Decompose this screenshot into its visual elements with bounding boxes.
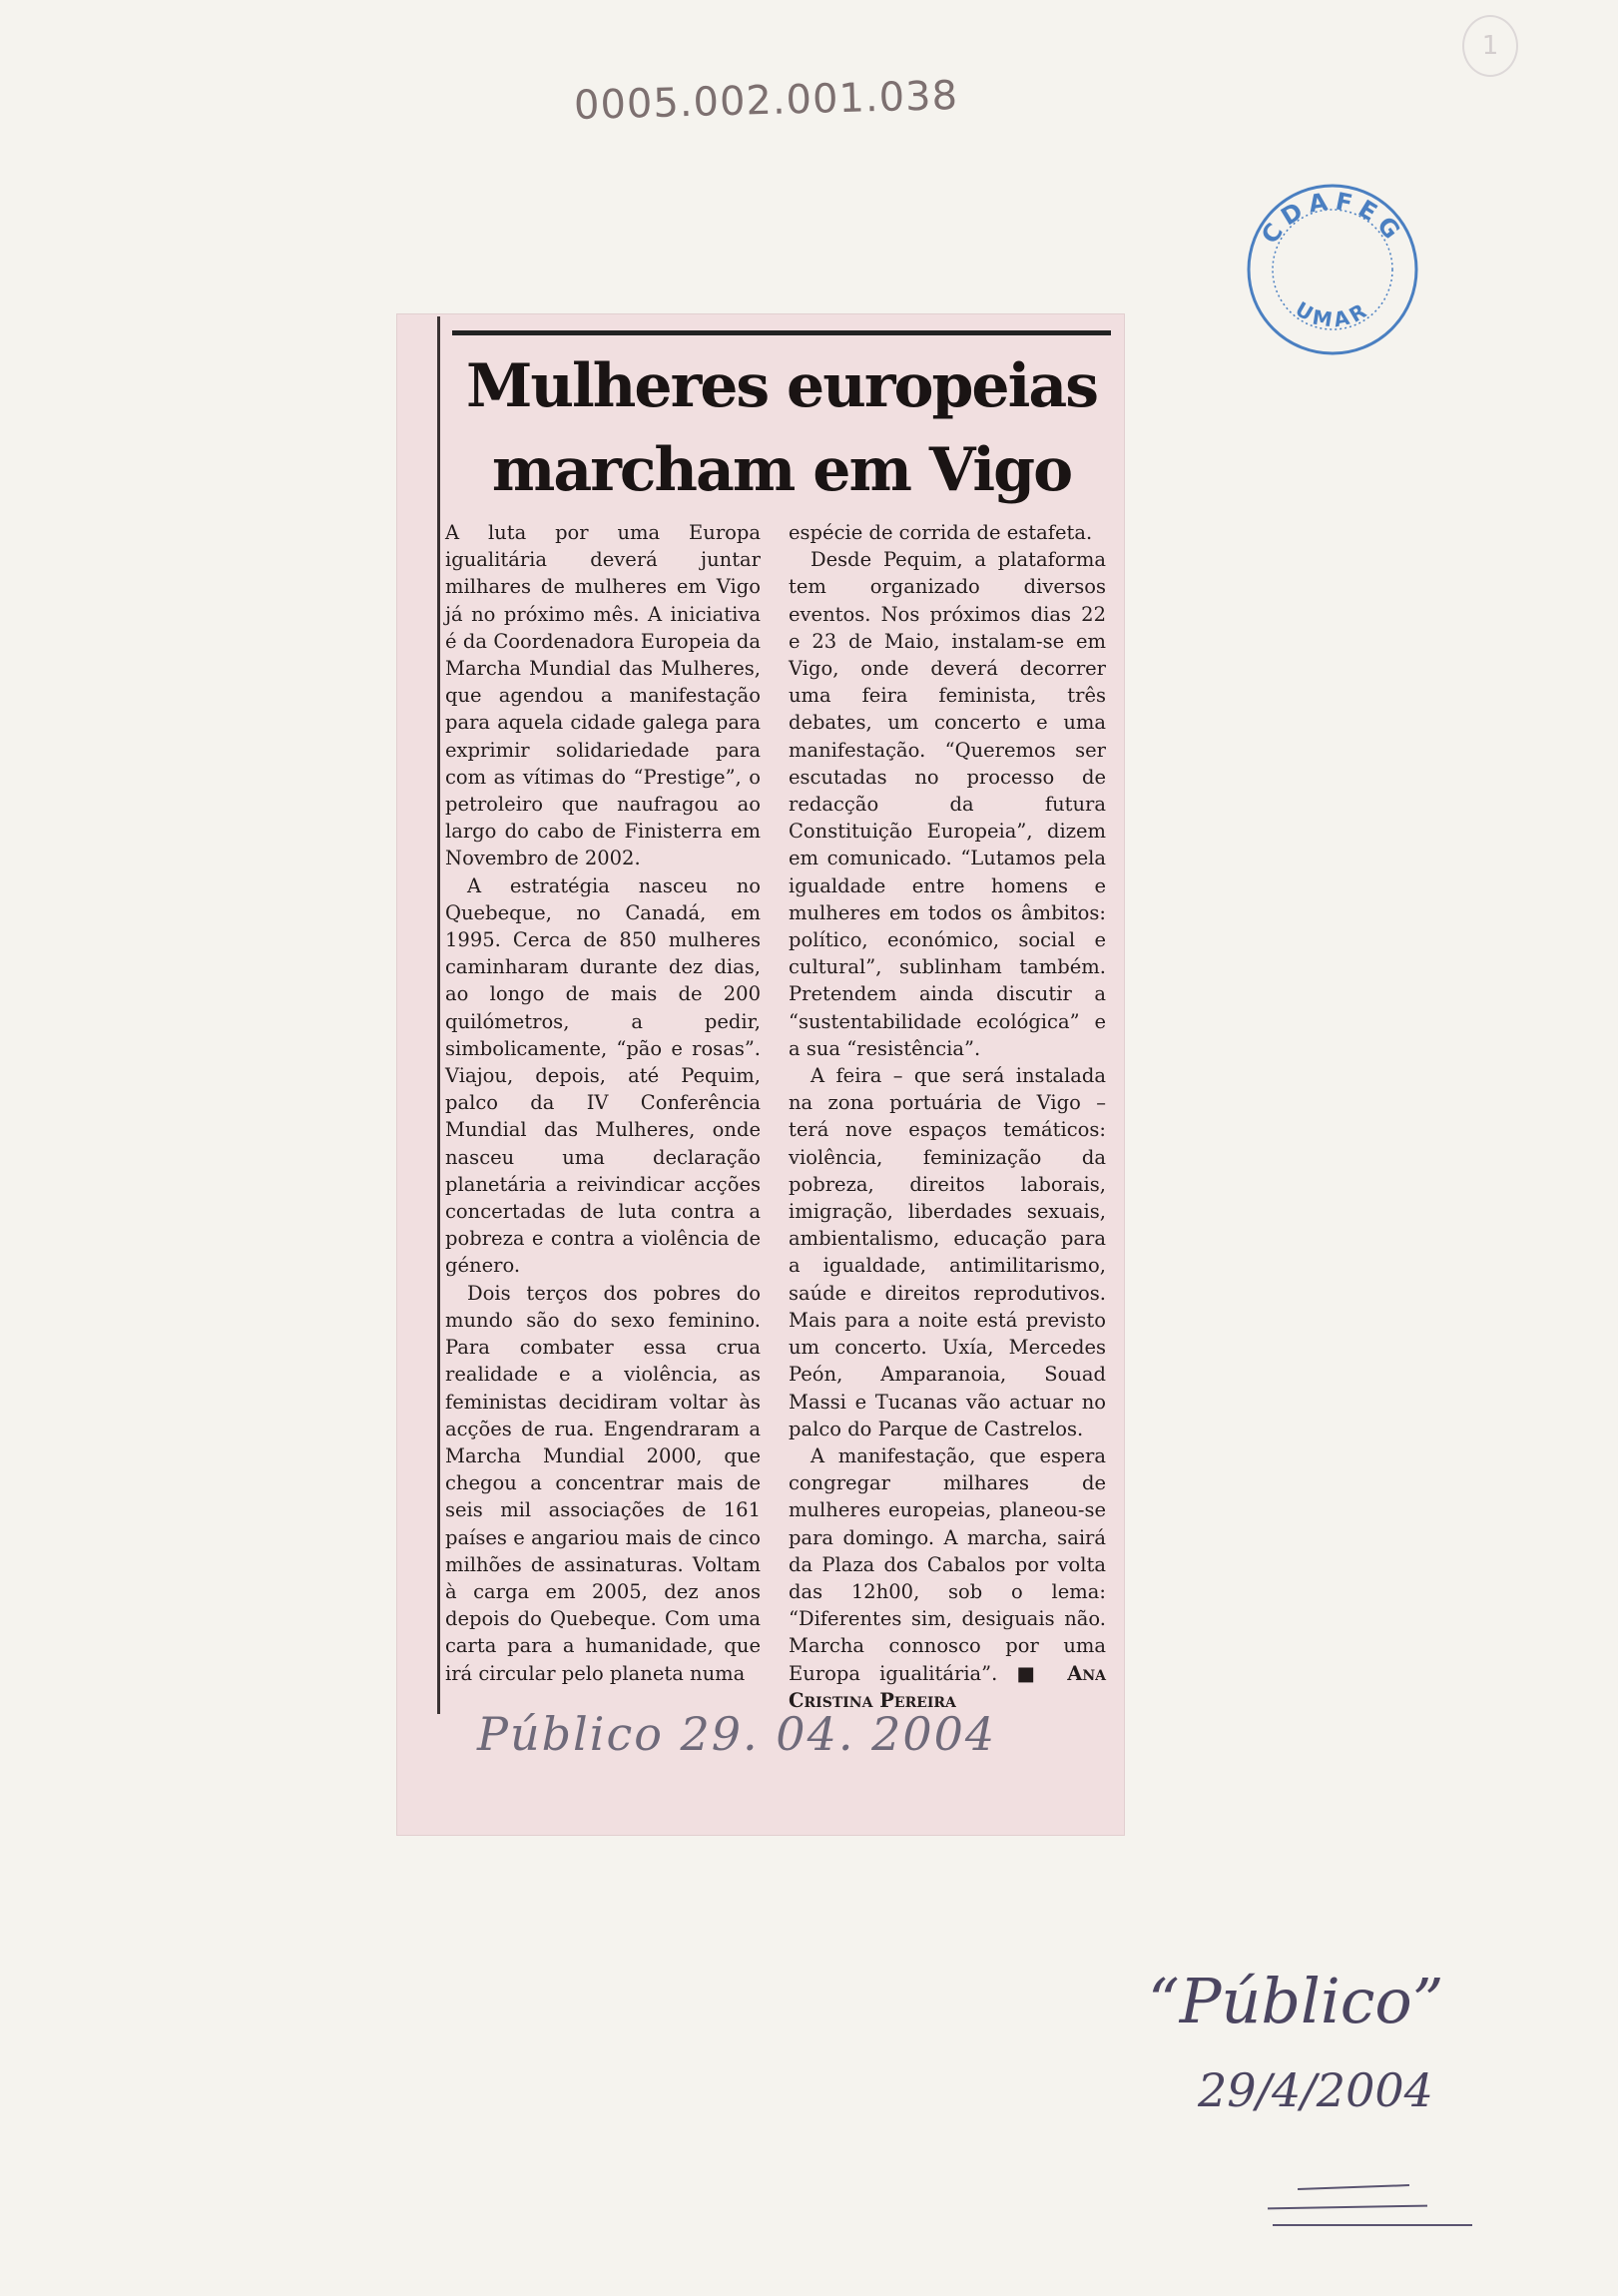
article-paragraph: Dois terços dos pobres do mundo são do sexo feminino. Para combater essa crua realidade e a violência, as feministas decidiram voltar às acções de rua. Engendraram a Marcha Mundial 2000, que chegou a concentrar mais de seis mil associações de 161 países e angariou mais de cinco milhões de assinaturas. Voltam à carga em 2005, dez anos depois do Quebeque. Com uma carta para a humanidade, que irá circular pelo planeta numa bbox=[445, 1281, 761, 1685]
handwritten-underline bbox=[1298, 2184, 1409, 2190]
stamp-bottom-text: UMAR bbox=[1291, 296, 1374, 332]
article-byline: Ana Cristina Pereira bbox=[789, 1661, 1106, 1712]
source-name: “Público” bbox=[1148, 1965, 1444, 2037]
handwritten-source-note bbox=[1148, 1962, 1443, 2125]
handwritten-underline bbox=[1273, 2224, 1472, 2226]
article-paragraph-last bbox=[789, 1442, 1106, 1714]
library-stamp bbox=[1243, 180, 1422, 359]
newspaper-clipping bbox=[397, 314, 1124, 1835]
article-column-1 bbox=[445, 519, 761, 1687]
article-paragraph-text: A manifestação, que espera congregar milhares de mulheres europeias, planeou-se para domingo. A marcha, sairá da Plaza dos Cabalos por volta das 12h00, sob o lema: “Diferentes sim, desiguais não. Marcha connosco por uma Europa igualitária”. bbox=[789, 1443, 1106, 1685]
handwritten-underline bbox=[1268, 2205, 1427, 2210]
stamp-top-text: CDAFEG bbox=[1256, 187, 1409, 250]
source-date: 29/4/2004 bbox=[1198, 2063, 1433, 2117]
page-number-circle: 1 bbox=[1462, 15, 1518, 77]
article-column-2 bbox=[789, 519, 1106, 1714]
clipping-handwritten-source: Público 29. 04. 2004 bbox=[477, 1707, 997, 1761]
article-paragraph: A luta por uma Europa igualitária deverá juntar milhares de mulheres em Vigo já no próximo mês. A iniciativa é da Coordenadora Europeia da Marcha Mundial das Mulheres, que agendou a manifestação para aquela cidade galega para exprimir solidariedade para com as vítimas do “Prestige”, o petroleiro que naufragou ao largo do cabo de Finisterra em Novembro de 2002. bbox=[445, 521, 761, 870]
archive-code: 0005.002.001.038 bbox=[573, 72, 959, 130]
headline-rule bbox=[452, 330, 1111, 335]
article-paragraph: espécie de corrida de estafeta. bbox=[789, 521, 1093, 544]
article-paragraph: A estratégia nasceu no Quebeque, no Canadá, em 1995. Cerca de 850 mulheres caminharam durante dez dias, ao longo de mais de 200 quilómetros, a pedir, simbolicamente, “pão e rosas”. Viajou, depois, até Pequim, palco da IV Conferência Mundial das Mulheres, onde nasceu uma declaração planetária a reivindicar acções concertadas de luta contra a pobreza e contra a violência de género. bbox=[445, 873, 761, 1278]
clipping-left-border bbox=[437, 316, 440, 1714]
headline-line-1: Mulheres europeias bbox=[465, 351, 1098, 421]
article-paragraph: A feira – que será instalada na zona portuária de Vigo – terá nove espaços temáticos: violência, feminização da pobreza, direitos laborais, imigração, liberdades sexuais, ambientalismo, educação para a igualdade, antimilitarismo, saúde e direitos reprodutivos. Mais para a noite está previsto um concerto. Uxía, Mercedes Peón, Amparanoia, Souad Massi e Tucanas vão actuar no palco do Parque de Castrelos. bbox=[789, 1064, 1106, 1440]
headline-line-2: marcham em Vigo bbox=[491, 435, 1072, 505]
article-paragraph: Desde Pequim, a plataforma tem organizado diversos eventos. Nos próximos dias 22 e 23 de Maio, instalam-se em Vigo, onde deverá decorrer uma feira feminista, três debates, um concerto e uma manifestação. “Queremos ser escutadas no processo de redacção da futura Constituição Europeia”, dizem em comunicado. “Lutamos pela igualdade entre homens e mulheres em todos os âmbitos: político, económico, social e cultural”, sublinham também. Pretendem ainda discutir a “sustentabilidade ecológica” e a sua “resistência”. bbox=[789, 548, 1106, 1060]
end-mark: ■ bbox=[1016, 1661, 1048, 1685]
article-headline bbox=[457, 344, 1106, 512]
